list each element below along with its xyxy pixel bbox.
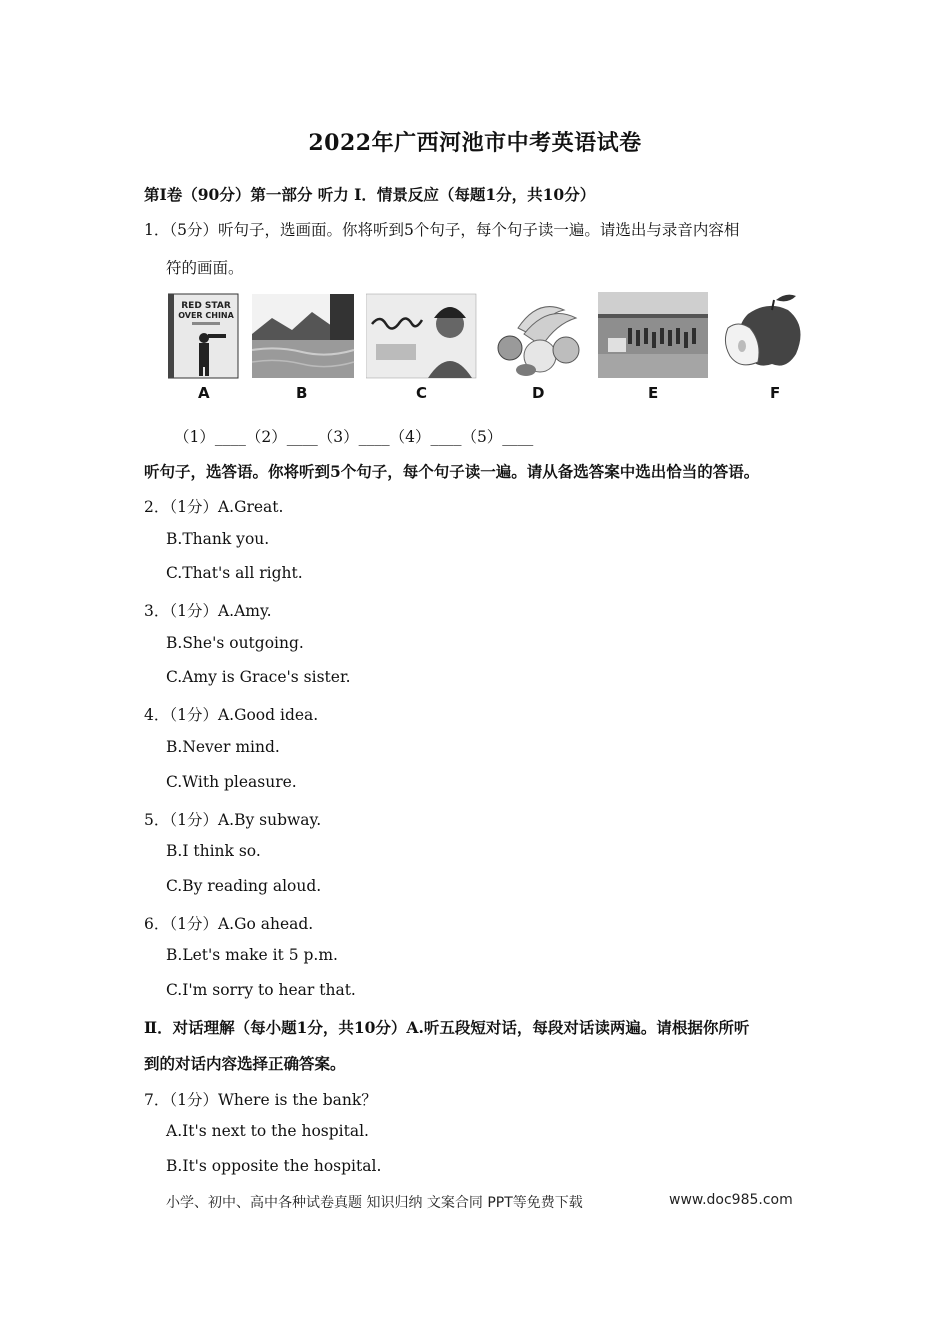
q1-answer-blanks: （1）____（2）____（3）____（4）____（5）____ bbox=[174, 428, 534, 446]
footer-link[interactable]: www.doc985.com bbox=[669, 1192, 793, 1208]
q4-option-b: B.Never mind. bbox=[166, 738, 280, 756]
q2-option-b: B.Thank you. bbox=[166, 530, 270, 548]
q5-option-b: B.I think so. bbox=[166, 842, 261, 860]
q6-option-c: C.I'm sorry to hear that. bbox=[166, 981, 356, 999]
q1-stem-line2: 符的画面。 bbox=[166, 259, 244, 277]
q1-picture-row bbox=[166, 288, 812, 406]
q6-stem: 6．（1分）A.Go ahead. bbox=[144, 915, 314, 933]
picture-label-d: D bbox=[532, 384, 545, 402]
picture-b-river bbox=[252, 288, 356, 380]
picture-e-crowd bbox=[598, 288, 710, 380]
q7-option-b: B.It's opposite the hospital. bbox=[166, 1157, 382, 1175]
footer-text: 小学、初中、高中各种试卷真题 知识归纳 文案合同 PPT等免费下载 bbox=[166, 1195, 583, 1211]
q2-option-c: C.That's all right. bbox=[166, 564, 303, 582]
picture-a-book bbox=[168, 288, 240, 380]
q4-stem: 4．（1分）A.Good idea. bbox=[144, 706, 319, 724]
q5-option-c: C.By reading aloud. bbox=[166, 877, 322, 895]
q4-option-c: C.With pleasure. bbox=[166, 773, 297, 791]
picture-f-apple bbox=[722, 288, 812, 380]
section2-header-line2: 到的对话内容选择正确答案。 bbox=[144, 1054, 346, 1073]
q7-option-a: A.It's next to the hospital. bbox=[166, 1122, 369, 1140]
section1-header: 第Ⅰ卷（90分）第一部分 听力 Ⅰ．情景反应（每题1分，共10分） bbox=[144, 185, 596, 204]
svg-text:OVER CHINA: OVER CHINA bbox=[178, 311, 234, 320]
picture-c-poster bbox=[366, 288, 478, 380]
picture-label-e: E bbox=[648, 384, 659, 402]
page-title: 2022年广西河池市中考英语试卷 bbox=[308, 130, 642, 156]
q7-stem: 7．（1分）Where is the bank？ bbox=[144, 1091, 377, 1109]
svg-text:RED STAR: RED STAR bbox=[181, 301, 231, 311]
picture-label-c: C bbox=[416, 384, 428, 402]
q3-option-c: C.Amy is Grace's sister. bbox=[166, 668, 351, 686]
q3-stem: 3．（1分）A.Amy. bbox=[144, 602, 272, 620]
picture-label-b: B bbox=[296, 384, 308, 402]
section-b-header: 听句子，选答语。你将听到5个句子，每个句子读一遍。请从备选答案中选出恰当的答语。 bbox=[144, 462, 760, 481]
q2-stem: 2．（1分）A.Great. bbox=[144, 498, 284, 516]
q1-stem-line1: 1．（5分）听句子，选画面。你将听到5个句子，每个句子读一遍。请选出与录音内容相 bbox=[144, 221, 740, 239]
picture-label-f: F bbox=[770, 384, 781, 402]
section2-header-line1: Ⅱ．对话理解（每小题1分，共10分）A.听五段短对话，每段对话读两遍。请根据你所听 bbox=[144, 1018, 750, 1037]
picture-label-a: A bbox=[198, 384, 210, 402]
q6-option-b: B.Let's make it 5 p.m. bbox=[166, 946, 338, 964]
q5-stem: 5．（1分）A.By subway. bbox=[144, 811, 322, 829]
q3-option-b: B.She's outgoing. bbox=[166, 634, 304, 652]
picture-d-fruit bbox=[488, 288, 592, 380]
